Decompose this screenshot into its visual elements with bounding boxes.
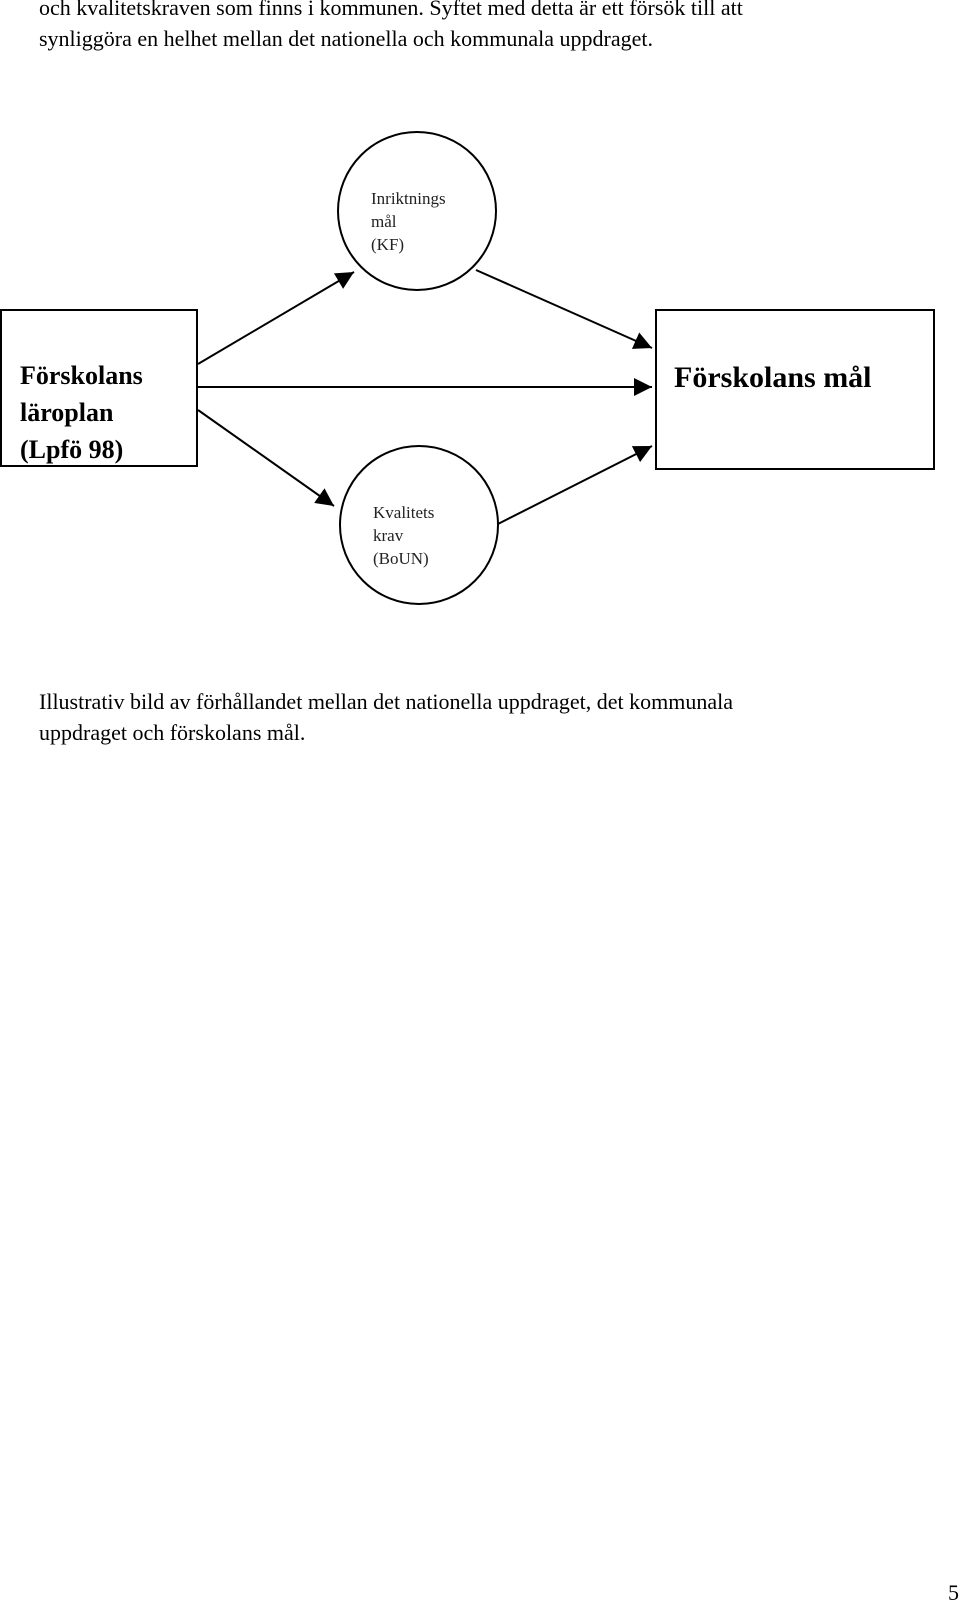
caption-line: uppdraget och förskolans mål. — [39, 720, 306, 745]
inriktningsmal-circle — [337, 131, 497, 291]
paragraph-line: och kvalitetskraven som finns i kommunen. Syftet med detta är ett försök till att — [39, 0, 743, 20]
laroplan-label — [20, 357, 143, 468]
laroplan-line: Förskolans — [20, 361, 143, 390]
kvalitetskrav-line: Kvalitets — [373, 503, 435, 522]
caption-line: Illustrativ bild av förhållandet mellan det nationella uppdraget, det kommunala — [39, 689, 734, 714]
inriktningsmal-line: mål — [371, 212, 397, 231]
figure-caption — [39, 686, 939, 748]
laroplan-box — [0, 309, 198, 467]
arrow-inriktning-to-mal — [476, 270, 652, 348]
inriktningsmal-label — [371, 187, 446, 256]
forskolans-mal-box — [655, 309, 935, 470]
page-number: 5 — [948, 1580, 959, 1605]
inriktningsmal-line: (KF) — [371, 235, 405, 254]
arrow-laroplan-to-kvalitet — [198, 410, 334, 506]
arrow-kvalitet-to-mal — [496, 446, 652, 525]
kvalitetskrav-line: (BoUN) — [373, 549, 429, 568]
kvalitetskrav-circle — [339, 445, 499, 605]
inriktningsmal-line: Inriktnings — [371, 189, 446, 208]
forskolans-mal-label: Förskolans mål — [674, 361, 872, 394]
kvalitetskrav-label — [373, 501, 434, 570]
paragraph-line: synliggöra en helhet mellan det nationella och kommunala uppdraget. — [39, 26, 653, 51]
laroplan-line: läroplan — [20, 398, 114, 427]
arrow-laroplan-to-inriktning — [198, 272, 354, 364]
laroplan-line: (Lpfö 98) — [20, 435, 124, 464]
kvalitetskrav-line: krav — [373, 526, 404, 545]
